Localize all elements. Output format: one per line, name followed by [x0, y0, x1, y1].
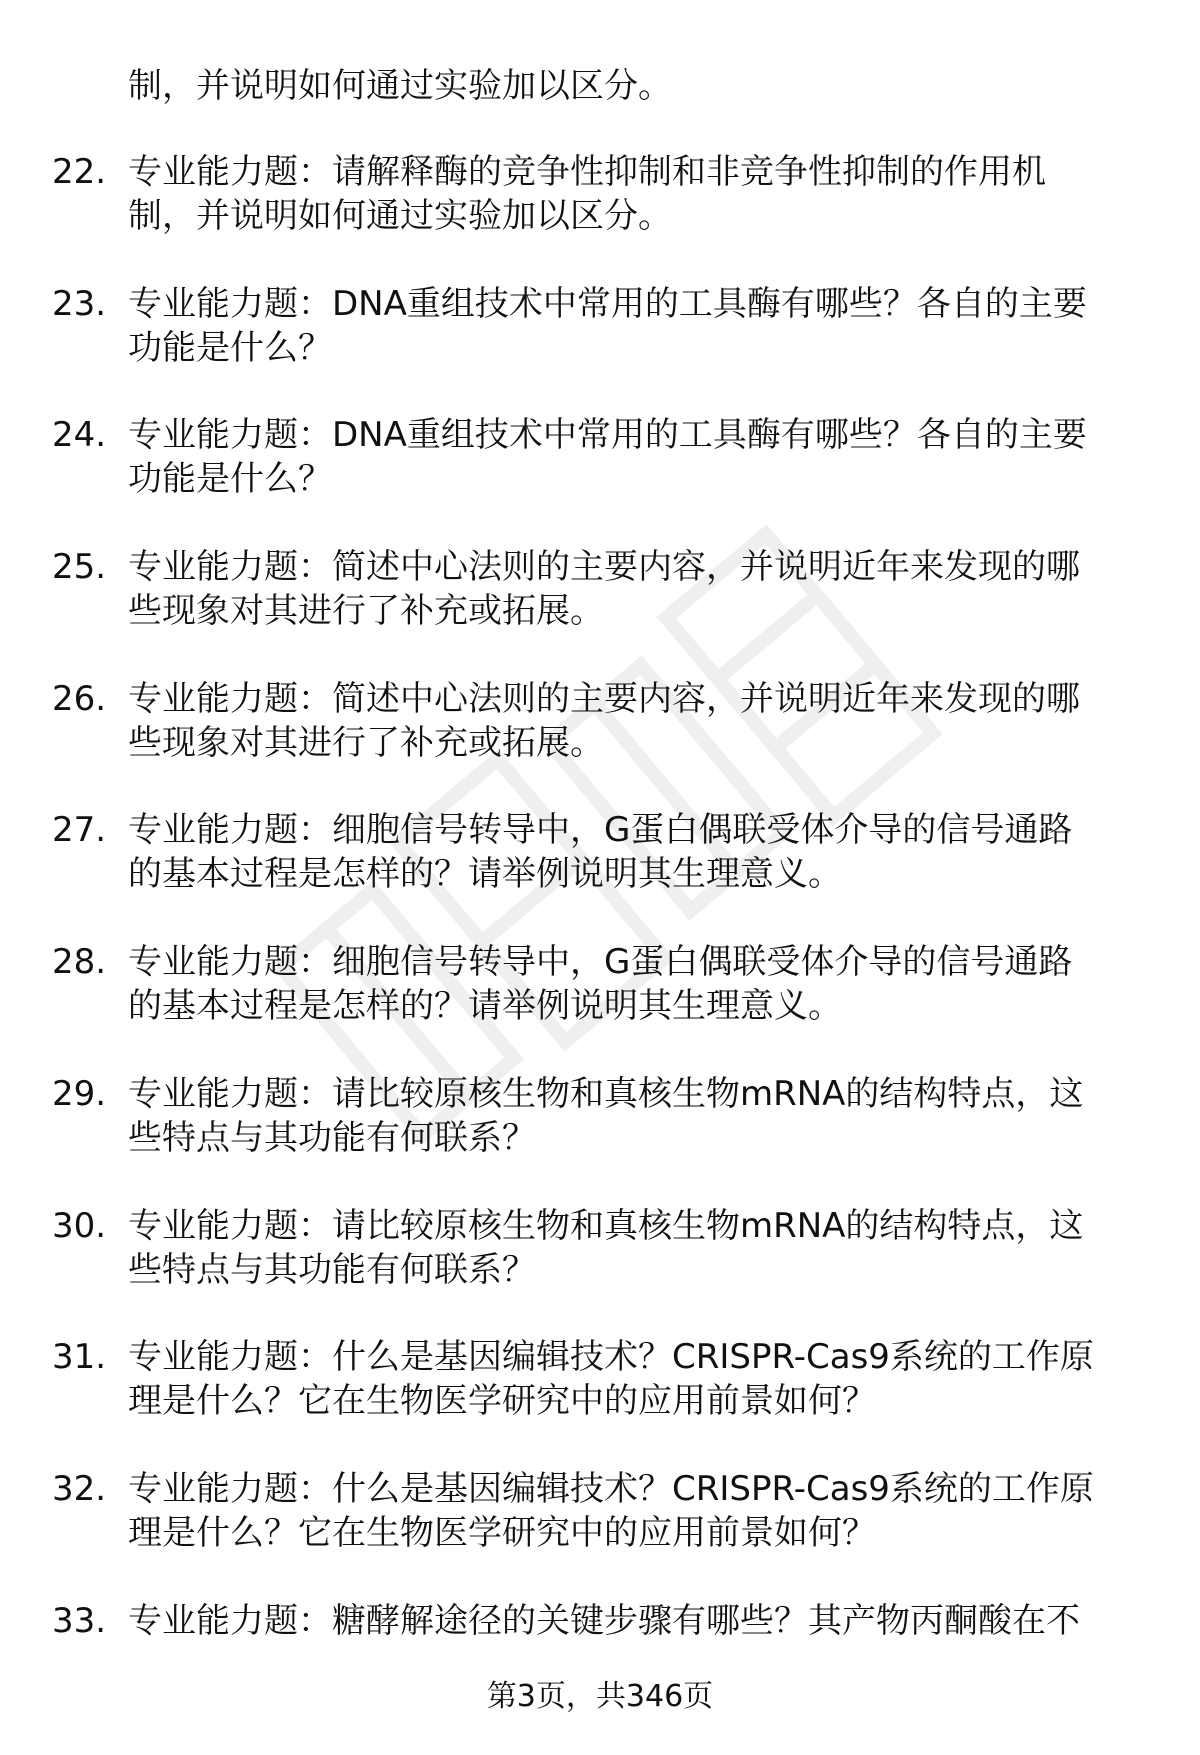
- question-item: [52, 1335, 1152, 1467]
- question-line: 些现象对其进行了补充或拓展。: [128, 722, 604, 763]
- question-list: [52, 150, 1152, 1730]
- question-line: 专业能力题：简述中心法则的主要内容，并说明近年来发现的哪: [128, 678, 1080, 719]
- question-text: [128, 808, 1148, 940]
- question-line: 专业能力题：简述中心法则的主要内容，并说明近年来发现的哪: [128, 547, 1080, 588]
- question-line: 专业能力题：什么是基因编辑技术？CRISPR-Cas9系统的工作原: [128, 1468, 1094, 1509]
- question-item: [52, 282, 1152, 414]
- question-line: 专业能力题：什么是基因编辑技术？CRISPR-Cas9系统的工作原: [128, 1337, 1094, 1378]
- question-item: [52, 545, 1152, 677]
- question-line: 制，并说明如何通过实验加以区分。: [128, 196, 672, 236]
- question-line: 专业能力题：细胞信号转导中，G蛋白偶联受体介导的信号通路: [128, 810, 1073, 851]
- question-line: 理是什么？它在生物医学研究中的应用前景如何？: [128, 1512, 876, 1553]
- question-text: [128, 1072, 1148, 1204]
- question-line: 专业能力题：细胞信号转导中，G蛋白偶联受体介导的信号通路: [128, 942, 1073, 983]
- question-line: 功能是什么？: [128, 327, 332, 368]
- question-item: [52, 1467, 1152, 1599]
- question-line: 专业能力题：请比较原核生物和真核生物mRNA的结构特点，这: [128, 1205, 1084, 1246]
- question-number: 26.: [52, 678, 107, 719]
- question-text: [128, 1204, 1148, 1336]
- question-text: [128, 1467, 1148, 1599]
- question-item: [52, 808, 1152, 940]
- question-text: [128, 282, 1148, 414]
- question-number: 32.: [52, 1468, 107, 1509]
- question-line: 理是什么？它在生物医学研究中的应用前景如何？: [128, 1381, 876, 1422]
- question-item: [52, 150, 1152, 282]
- question-number: 23.: [52, 283, 107, 324]
- question-number: 31.: [52, 1337, 107, 1378]
- question-item: [52, 677, 1152, 809]
- question-item: [52, 940, 1152, 1072]
- question-text: [128, 150, 1148, 282]
- question-number: 25.: [52, 547, 107, 588]
- question-number: 29.: [52, 1073, 107, 1114]
- question-number: 28.: [52, 942, 107, 983]
- question-line: 些特点与其功能有何联系？: [128, 1117, 536, 1158]
- question-number: 22.: [52, 152, 107, 192]
- question-text: [128, 677, 1148, 809]
- question-number: 30.: [52, 1205, 107, 1246]
- question-line: 专业能力题：糖酵解途径的关键步骤有哪些？其产物丙酮酸在不: [128, 1600, 1080, 1641]
- question-number: 27.: [52, 810, 107, 851]
- question-text: [128, 413, 1148, 545]
- question-number: 24.: [52, 415, 107, 456]
- question-item: [52, 1204, 1152, 1336]
- question-line: 专业能力题：DNA重组技术中常用的工具酶有哪些？各自的主要: [128, 415, 1087, 456]
- question-line: 的基本过程是怎样的？请举例说明其生理意义。: [128, 854, 842, 895]
- question-line: 的基本过程是怎样的？请举例说明其生理意义。: [128, 986, 842, 1027]
- question-text: [128, 940, 1148, 1072]
- question-item: [52, 1072, 1152, 1204]
- page-indicator: 第3页，共346页: [486, 1679, 714, 1714]
- question-line: 专业能力题：请解释酶的竞争性抑制和非竞争性抑制的作用机: [128, 152, 1046, 192]
- question-line: 些特点与其功能有何联系？: [128, 1249, 536, 1290]
- question-line: 专业能力题：DNA重组技术中常用的工具酶有哪些？各自的主要: [128, 283, 1087, 324]
- question-line: 功能是什么？: [128, 459, 332, 500]
- question-line: 专业能力题：请比较原核生物和真核生物mRNA的结构特点，这: [128, 1073, 1084, 1114]
- question-line: 些现象对其进行了补充或拓展。: [128, 591, 604, 632]
- continued-line: 制，并说明如何通过实验加以区分。: [128, 66, 672, 106]
- question-number: 33.: [52, 1600, 107, 1641]
- question-text: [128, 1335, 1148, 1467]
- question-item: [52, 413, 1152, 545]
- question-text: [128, 545, 1148, 677]
